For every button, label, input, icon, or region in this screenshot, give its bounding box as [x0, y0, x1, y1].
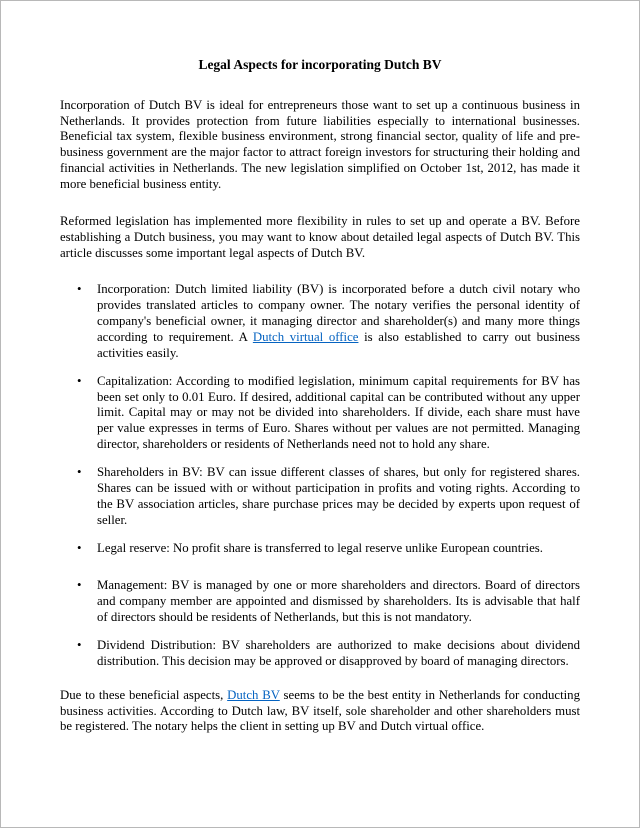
bullet-marker: • [77, 637, 82, 652]
bullet-text-segment: Incorporation: Dutch limited liability (BV) is incorporated before a dutch civil notary who provides translated articles to company owner. The notary verifies the personal identity of company's beneficial owner, it managing director and shareholder(s) and many more things according to requirement. A [97, 282, 580, 345]
document-title: Legal Aspects for incorporating Dutch BV [198, 57, 442, 72]
list-item-incorporation [60, 282, 580, 361]
closing-text-segment: Due to these beneficial aspects, [60, 687, 228, 702]
bullet-text: Legal reserve: No profit share is transferred to legal reserve unlike European countries. [97, 540, 543, 555]
dutch-virtual-office-link[interactable]: Dutch virtual office [252, 330, 359, 345]
bullet-text: Management: BV is managed by one or more shareholders and directors. Board of directors and company member are appointed and dismissed by shareholders. Its is advisable that half of directors should be residents of Netherlands, but this is not mandatory. [97, 578, 580, 625]
closing-text-segment: seems to be the best entity in Netherlands for conducting business activities. According to Dutch law, BV itself, sole shareholder and other shareholders must be registered. The notary helps the client in setting up BV and Dutch virtual office. [60, 687, 580, 734]
bullet-text-segment: is also established to carry out business activities easily. [97, 330, 580, 360]
bullet-marker: • [77, 373, 82, 388]
paragraph-intro-1: Incorporation of Dutch BV is ideal for entrepreneurs those want to set up a continuous business in Netherlands. It provides protection from future liabilities especially to international businesses. Beneficial tax system, flexible business environment, strong financial sector, quality of life and pre-business government are the major factor to attract foreign investors for structuring their holding and financial activities in Netherlands. The new legislation simplified on October 1st, 2012, has made it more beneficial business entity. [60, 97, 580, 192]
bullet-marker: • [77, 578, 82, 593]
list-item-capitalization [60, 374, 580, 453]
bullet-marker: • [77, 465, 82, 480]
bullet-text: Shareholders in BV: BV can issue different classes of shares, but only for registered shares. Shares can be issued with or without participation in profits and voting rights. According to the BV association articles, share purchase prices may be decided by experts upon request of seller. [97, 465, 580, 527]
list-item-shareholders [60, 465, 580, 528]
dutch-bv-link[interactable]: Dutch BV [227, 687, 280, 702]
bullet-text: Capitalization: According to modified legislation, minimum capital requirements for BV has been set only to 0.01 Euro. If desired, additional capital can be contributed without any upper limit. Capital may or may not be divided into shareholders. If divide, each share must have per value expresses in terms of Euro. Shares without per values are not permitted. Managing director, shareholders or residents of Netherlands need not to hold any share. [97, 373, 580, 452]
list-item-legal-reserve [60, 541, 580, 557]
list-item-dividend [60, 638, 580, 670]
bullet-marker: • [77, 540, 82, 555]
list-item-management [60, 578, 580, 626]
bullet-text [97, 282, 580, 361]
paragraph-closing [60, 688, 580, 736]
bullet-text: Dividend Distribution: BV shareholders are authorized to make decisions about dividend distribution. This decision may be approved or disapproved by board of managing directors. [97, 637, 580, 668]
bullet-list [60, 282, 580, 669]
bullet-marker: • [77, 282, 82, 297]
paragraph-intro-2: Reformed legislation has implemented more flexibility in rules to set up and operate a BV. Before establishing a Dutch business, you may want to know about detailed legal aspects of Dutch BV. This article discusses some important legal aspects of Dutch BV. [60, 213, 580, 260]
